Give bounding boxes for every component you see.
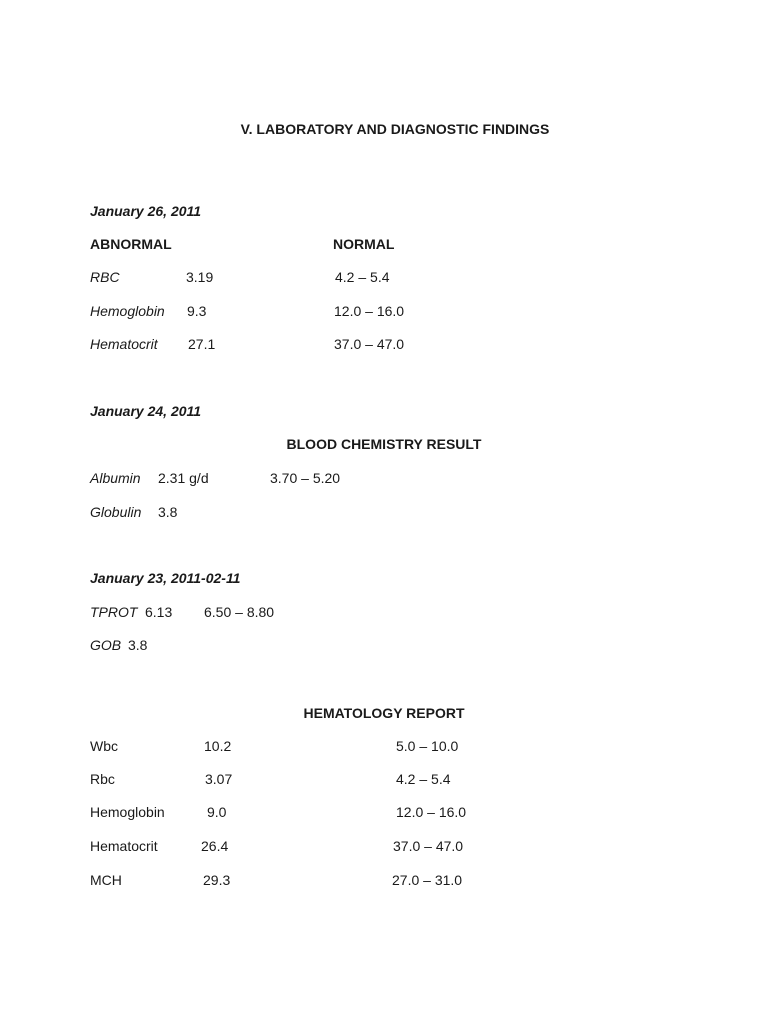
lab-name: Albumin [90, 470, 141, 486]
lab-name: Globulin [90, 504, 142, 520]
normal-range: 4.2 – 5.4 [396, 771, 451, 787]
lab-name: TPROT [90, 604, 138, 620]
section-date: January 26, 2011 [90, 203, 202, 219]
lab-name: MCH [90, 872, 122, 888]
normal-range: 3.70 – 5.20 [270, 470, 341, 486]
lab-value: 3.07 [205, 771, 233, 787]
normal-heading: NORMAL [333, 236, 395, 252]
lab-name: GOB [90, 637, 122, 653]
page-title: V. LABORATORY AND DIAGNOSTIC FINDINGS [240, 121, 550, 137]
lab-value: 26.4 [201, 838, 229, 854]
normal-range: 6.50 – 8.80 [204, 604, 275, 620]
lab-value: 3.8 [158, 504, 178, 520]
lab-value: 27.1 [188, 336, 216, 352]
lab-name: RBC [90, 269, 120, 285]
lab-name: Wbc [90, 738, 118, 754]
section-date: January 24, 2011 [90, 403, 202, 419]
lab-name: Rbc [90, 771, 115, 787]
lab-name: Hematocrit [90, 838, 158, 854]
section-heading: HEMATOLOGY REPORT [303, 705, 465, 721]
lab-value: 2.31 g/d [158, 470, 209, 486]
section-heading: BLOOD CHEMISTRY RESULT [286, 436, 482, 452]
section-date: January 23, 2011-02-11 [90, 570, 241, 586]
normal-range: 27.0 – 31.0 [392, 872, 463, 888]
lab-value: 9.0 [207, 804, 227, 820]
lab-value: 6.13 [145, 604, 173, 620]
normal-range: 12.0 – 16.0 [334, 303, 405, 319]
lab-value: 10.2 [204, 738, 232, 754]
normal-range: 37.0 – 47.0 [334, 336, 405, 352]
lab-value: 9.3 [187, 303, 207, 319]
normal-range: 12.0 – 16.0 [396, 804, 467, 820]
normal-range: 37.0 – 47.0 [393, 838, 464, 854]
lab-name: Hemoglobin [90, 303, 165, 319]
normal-range: 5.0 – 10.0 [396, 738, 459, 754]
abnormal-heading: ABNORMAL [90, 236, 172, 252]
lab-name: Hemoglobin [90, 804, 165, 820]
lab-value: 3.8 [128, 637, 148, 653]
lab-value: 29.3 [203, 872, 231, 888]
lab-value: 3.19 [186, 269, 214, 285]
normal-range: 4.2 – 5.4 [335, 269, 390, 285]
lab-name: Hematocrit [90, 336, 158, 352]
